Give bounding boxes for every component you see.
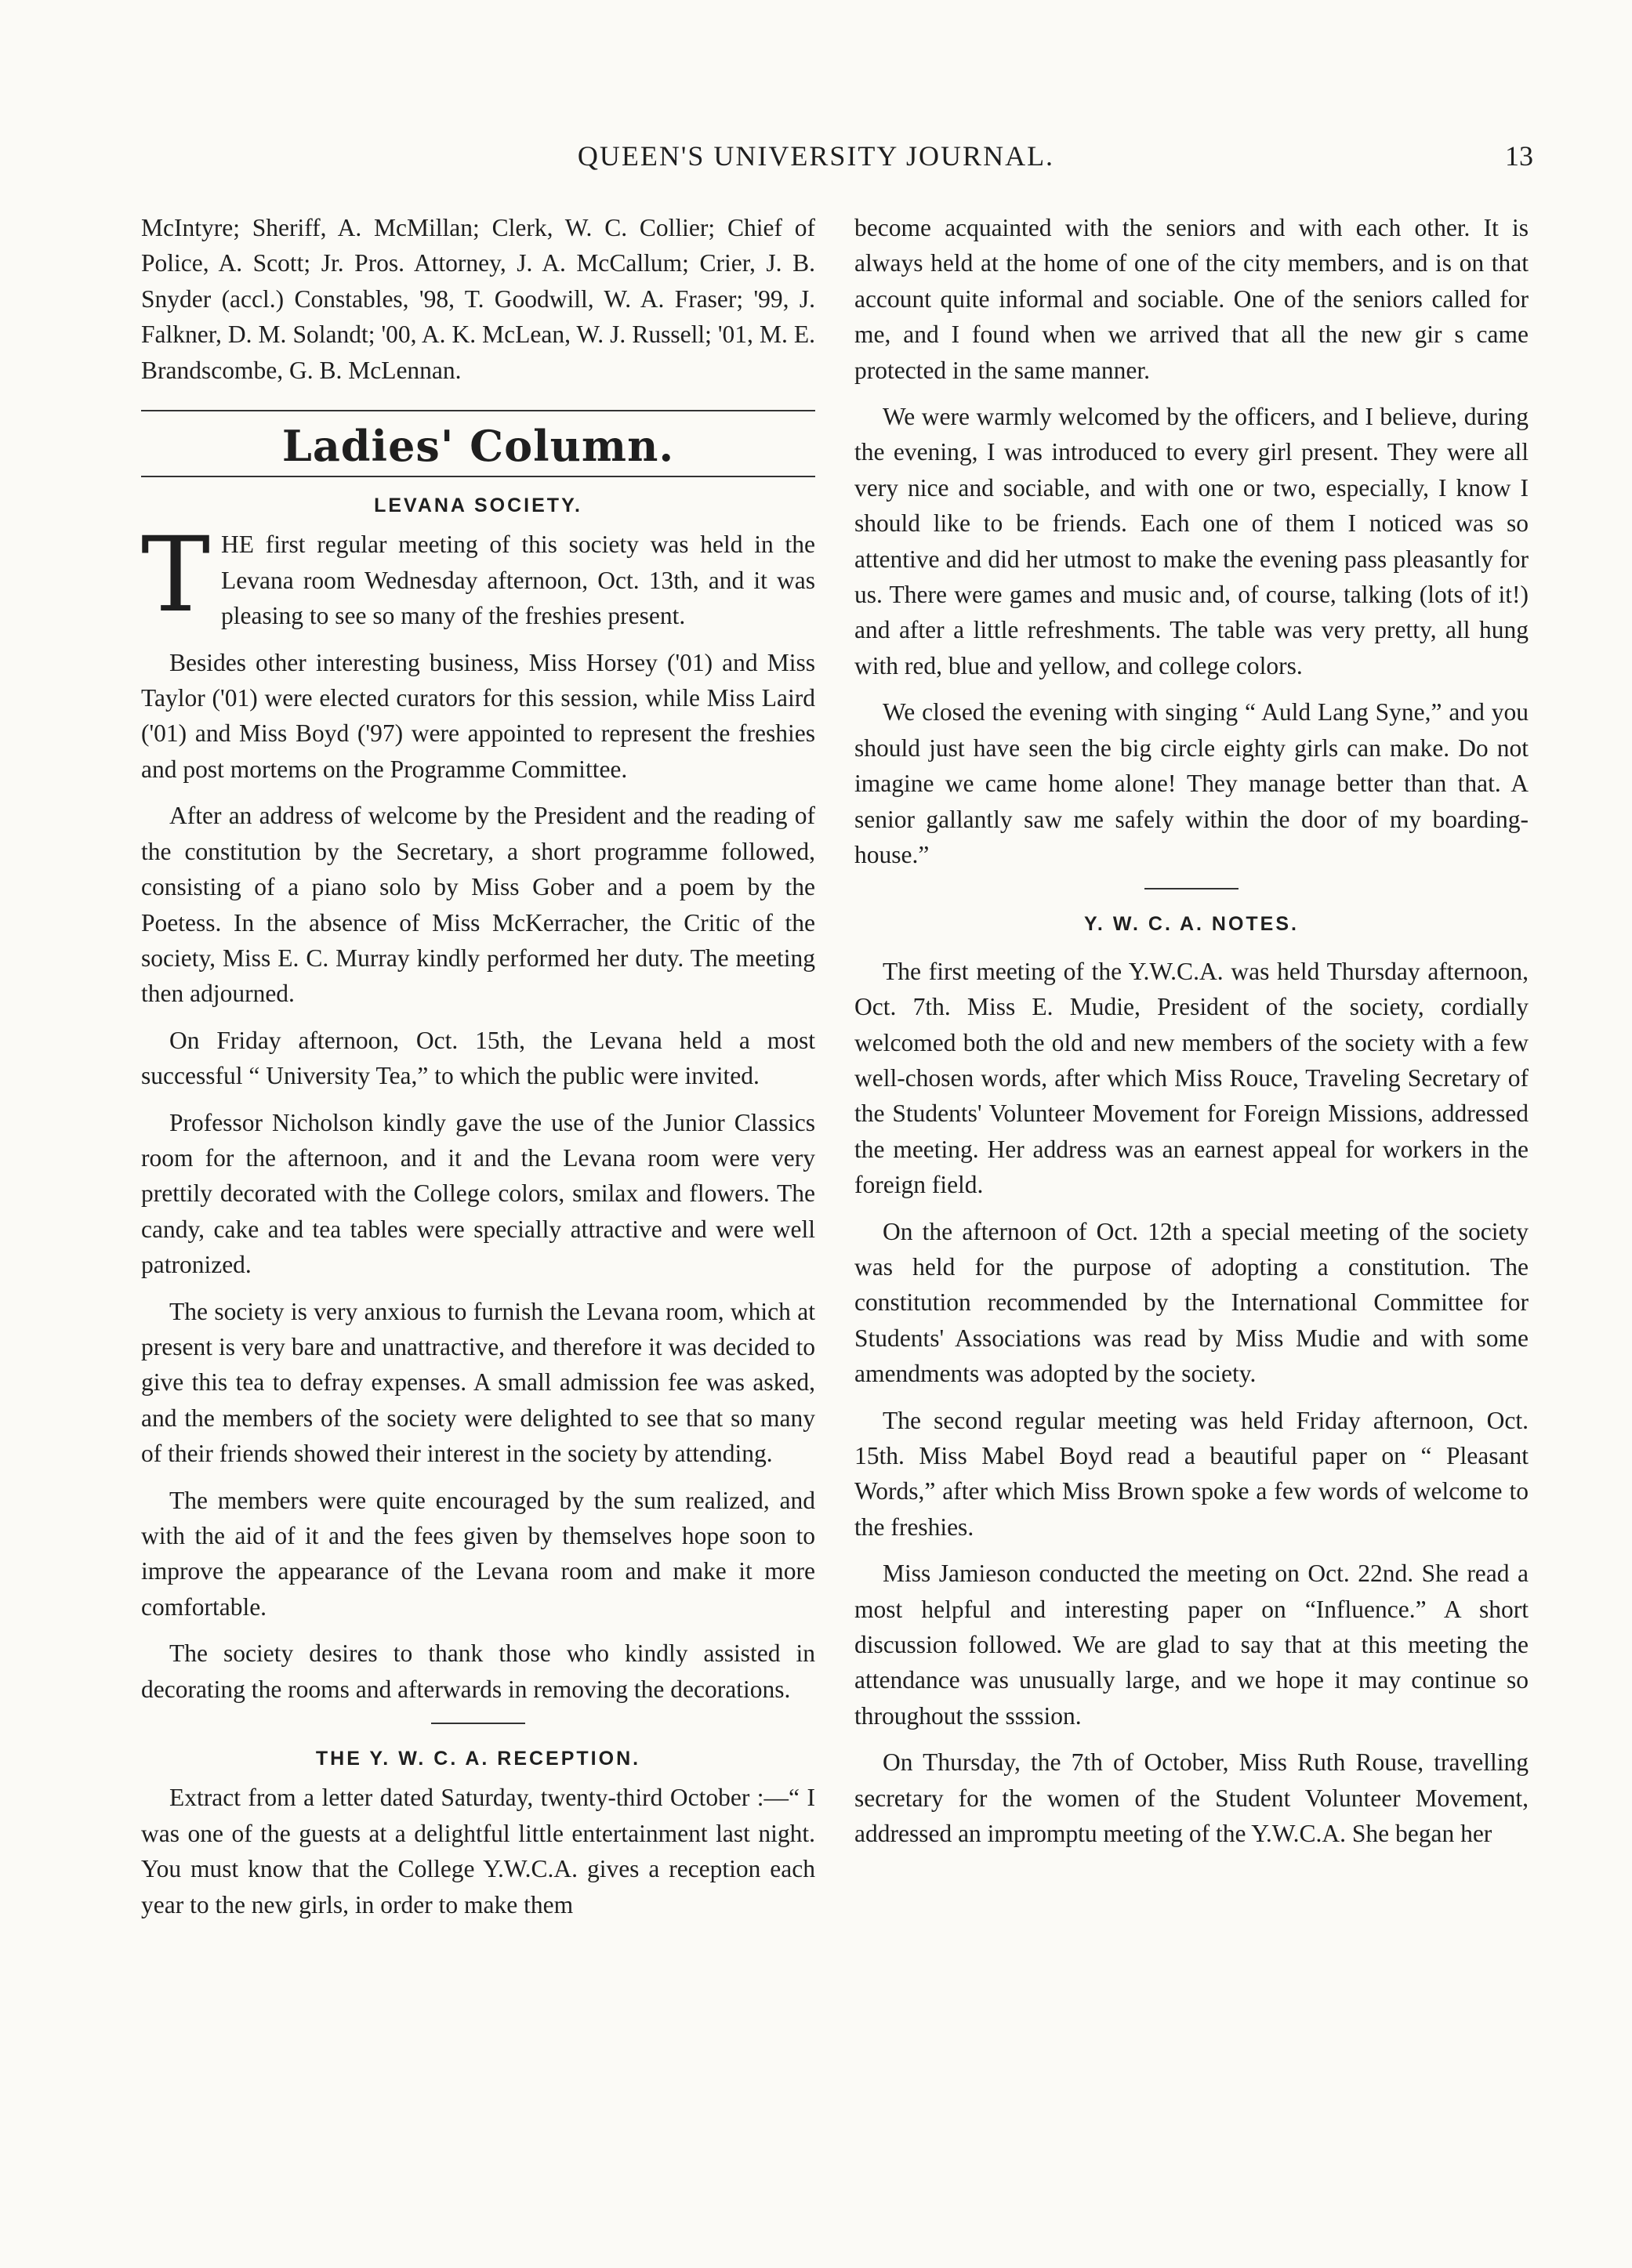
reception-paragraph: We were warmly welcomed by the officers, and I believe, during the evening, I was introduced to every girl present. They were all very nice and sociable, and with one or two, especially, I know I should like to be friends. Each one of them I noticed was so attentive and did her utmost to make the evening pass pleasantly for us. There were games and music and, of course, talking (lots of it!) and after a little refreshments. The table was very pretty, all hung with red, blue and yellow, and college colors. <box>854 403 1529 679</box>
levana-paragraph: The society is very anxious to furnish the Levana room, which at present is very bare and unattractive, and therefore it was decided to give this tea to defray expenses. A small admission fee was asked, and the members of the society were delighted to see that so many of their friends showed their interest in the society by attending. <box>141 1297 815 1468</box>
ywca-paragraph: The second regular meeting was held Friday afternoon, Oct. 15th. Miss Mabel Boyd read a beautiful paper on “ Pleasant Words,” after which Miss Brown spoke a few words of welcome to the freshies. <box>854 1406 1529 1541</box>
divider <box>141 410 815 411</box>
section-heading-ywca: Y. W. C. A. NOTES. <box>1084 913 1299 936</box>
column-heading: Ladies' Column. <box>281 421 675 472</box>
divider <box>1144 888 1239 889</box>
ywca-paragraph: The first meeting of the Y.W.C.A. was held Thursday afternoon, Oct. 7th. Miss E. Mudie, President of the society, cordially welcomed both the old and new members of the society with a few well-chosen words, after which Miss Rouce, Traveling Secretary of the Students' Volunteer Movement for Foreign Missions, addressed the meeting. Her address was an earnest appeal for workers in the foreign field. <box>854 957 1529 1199</box>
running-head: QUEEN'S UNIVERSITY JOURNAL. <box>577 140 1055 172</box>
divider <box>141 476 815 477</box>
ywca-paragraph: On the afternoon of Oct. 12th a special meeting of the society was held for the purpose of adopting a constitution. The constitution recommended by the International Committee for Students' Associations was read by Miss Mudie and with some amendments was adopted by the society. <box>854 1217 1529 1388</box>
section-heading-levana: LEVANA SOCIETY. <box>374 495 582 517</box>
section-heading-reception: THE Y. W. C. A. RECEPTION. <box>315 1748 641 1770</box>
divider <box>431 1723 525 1724</box>
ywca-paragraph: On Thursday, the 7th of October, Miss Ruth Rouse, travelling secretary for the women of the Student Volunteer Movement, addressed an impromptu meeting of the Y.W.C.A. She began her <box>854 1748 1529 1848</box>
drop-cap: T <box>141 515 211 636</box>
reception-paragraph: We closed the evening with singing “ Auld Lang Syne,” and you should just have seen the big circle eighty girls can make. Do not imagine we came home alone! They manage better than that. A senior gallantly saw me safely within the door of my boarding-house.” <box>854 698 1529 868</box>
levana-paragraph <box>141 515 815 636</box>
ywca-paragraph: Miss Jamieson conducted the meeting on Oct. 22nd. She read a most helpful and interesting paper on “Influence.” A short discussion followed. We are glad to say that at this meeting the attendance was unusually large, and we hope it may continue so throughout the ssssion. <box>854 1560 1529 1730</box>
right-column <box>854 210 1529 1851</box>
levana-paragraph: After an address of welcome by the President and the reading of the constitution by the Secretary, a short programme followed, consisting of a piano solo by Miss Gober and a poem by the Poetess. In the absence of Miss McKerracher, the Critic of the society, Miss E. C. Murray kindly performed her duty. The meeting then adjourned. <box>141 802 815 1008</box>
levana-paragraph-text: HE first regular meeting of this society was held in the Levana room Wednesday afternoon, Oct. 13th, and it was pleasing to see so many of the freshies present. <box>221 531 815 630</box>
left-column <box>141 210 815 1922</box>
reception-paragraph: become acquainted with the seniors and with each other. It is always held at the home of one of the city members, and is on that account quite informal and sociable. One of the seniors called for me, and I found when we arrived that all the new gir s came protected in the same manner. <box>854 214 1529 384</box>
levana-paragraph: On Friday afternoon, Oct. 15th, the Levana held a most successful “ University Tea,” to which the public were invited. <box>141 1026 815 1090</box>
levana-paragraph: Besides other interesting business, Miss Horsey ('01) and Miss Taylor ('01) were elected curators for this session, while Miss Laird ('01) and Miss Boyd ('97) were appointed to represent the freshies and post mortems on the Programme Committee. <box>141 648 815 783</box>
officers-paragraph: McIntyre; Sheriff, A. McMillan; Clerk, W. C. Collier; Chief of Police, A. Scott; Jr. Pros. Attorney, J. A. McCallum; Crier, J. B. Snyder (accl.) Constables, '98, T. Goodwill, W. A. Fraser; '99, J. Falkner, D. M. Solandt; '00, A. K. McLean, W. J. Russell; '01, M. E. Brandscombe, G. B. McLennan. <box>141 214 815 384</box>
page-header <box>0 139 1632 179</box>
levana-paragraph: Professor Nicholson kindly gave the use of the Junior Classics room for the afternoon, and it and the Levana room were very prettily decorated with the College colors, smilax and flowers. The candy, cake and tea tables were specially attractive and were well patronized. <box>141 1108 815 1279</box>
page-number: 13 <box>1505 140 1533 172</box>
levana-paragraph: The society desires to thank those who kindly assisted in decorating the rooms and afterwards in removing the decorations. <box>141 1639 815 1703</box>
levana-paragraph: The members were quite encouraged by the sum realized, and with the aid of it and the fees given by themselves hope soon to improve the appearance of the Levana room and make it more comfortable. <box>141 1486 815 1621</box>
reception-paragraph: Extract from a letter dated Saturday, twenty-third October :—“ I was one of the guests at a delightful little entertainment last night. You must know that the College Y.W.C.A. gives a reception each year to the new girls, in order to make them <box>141 1784 815 1918</box>
